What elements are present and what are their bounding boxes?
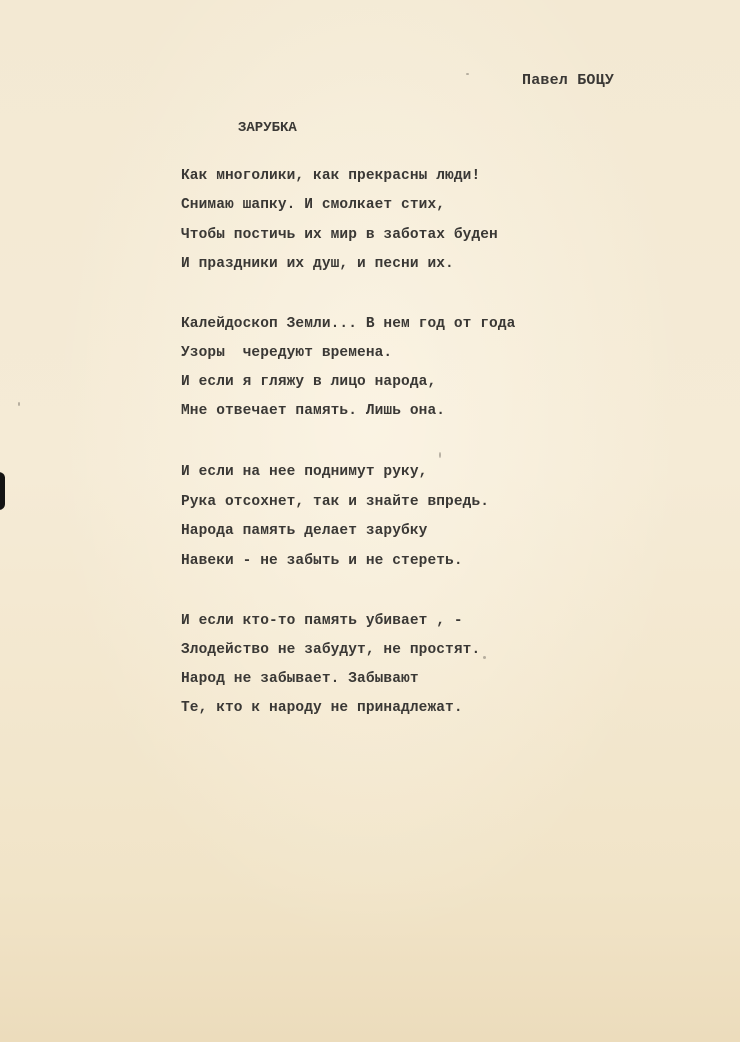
poem-line: Народа память делает зарубку [181, 523, 428, 539]
poem-line: Калейдоскоп Земли... В нем год от года [181, 316, 516, 332]
poem-line: Чтобы постичь их мир в заботах буден [181, 227, 498, 243]
paper-speck [483, 656, 486, 659]
poem-line: И если на нее поднимут руку, [181, 464, 428, 480]
paper-speck [466, 73, 469, 75]
poem-line: Мне отвечает память. Лишь она. [181, 403, 446, 419]
paper-speck [439, 452, 441, 458]
author-name: Павел БОЦУ [522, 72, 615, 89]
poem-line: Снимаю шапку. И смолкает стих, [181, 197, 446, 213]
poem-line: Как многолики, как прекрасны люди! [181, 168, 481, 184]
poem-title: ЗАРУБКА [238, 120, 297, 136]
poem-line: И если кто-то память убивает , - [181, 613, 463, 629]
paper-speck [18, 402, 20, 406]
binding-hole-mark [0, 472, 5, 510]
poem-line: И праздники их душ, и песни их. [181, 256, 454, 272]
poem-line: Злодейство не забудут, не простят. [181, 642, 481, 658]
poem-line: И если я гляжу в лицо народа, [181, 374, 437, 390]
poem-line: Рука отсохнет, так и знайте впредь. [181, 494, 490, 510]
poem-line: Навеки - не забыть и не стереть. [181, 553, 463, 569]
poem-line: Народ не забывает. Забывают [181, 671, 419, 687]
poem-line: Узоры чередуют времена. [181, 345, 393, 361]
poem-line: Те, кто к народу не принадлежат. [181, 700, 463, 716]
